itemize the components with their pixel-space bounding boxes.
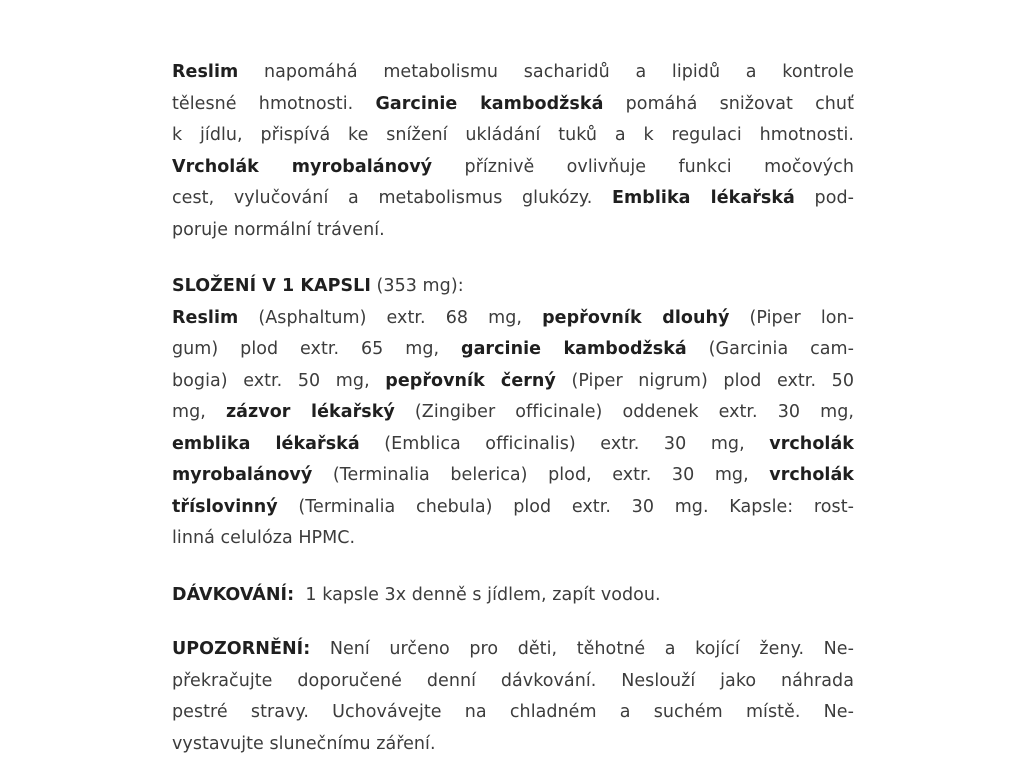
text-fragment: (Asphaltum) extr. 68 mg,: [238, 307, 543, 328]
text-line: [172, 120, 854, 152]
text-line: [172, 523, 854, 555]
text-line: [172, 89, 854, 121]
text-fragment: příznivě ovlivňuje funkci močových: [432, 156, 854, 177]
text-fragment: cest, vylučování a metabolismus glukózy.: [172, 188, 612, 208]
vrcholak-term: tříslovinný: [172, 496, 278, 517]
text-fragment: pomáhá snižovat chuť: [603, 93, 854, 114]
vrcholak-term: Vrcholák myrobalánový: [172, 156, 433, 177]
text-line: [172, 729, 854, 761]
text-fragment: (Garcinia cam-: [686, 339, 855, 359]
dosage-heading: DÁVKOVÁNÍ:: [172, 584, 295, 605]
composition-heading: SLOŽENÍ V 1 KAPSLI: [172, 276, 371, 296]
text-fragment: (Piper nigrum) plod extr. 50: [555, 370, 854, 391]
text-line: [172, 634, 854, 666]
text-fragment: (Emblica officinalis) extr. 30 mg,: [359, 433, 770, 454]
text-line: [172, 303, 854, 335]
text-fragment: (Zingiber officinale) oddenek extr. 30 mg,: [394, 402, 855, 422]
vrcholak-term: vrcholák: [769, 465, 854, 485]
text-line: [172, 215, 854, 247]
text-fragment: překračujte doporučené denní dávkování. Neslouží jako náhrada: [172, 670, 854, 691]
text-line: [172, 152, 854, 184]
capsule-weight: (353 mg):: [370, 276, 464, 296]
text-fragment: k jídlu, přispívá ke snížení ukládání tuků a k regulaci hmotnosti.: [172, 125, 854, 145]
text-fragment: (Piper lon-: [729, 307, 854, 328]
text-line: [172, 697, 854, 729]
text-line: [172, 429, 854, 461]
text-line: [172, 366, 854, 398]
text-fragment: gum) plod extr. 65 mg,: [172, 339, 461, 359]
text-line: [172, 492, 854, 524]
reslim-term: Reslim: [172, 307, 239, 328]
emblika-term: emblika lékařská: [172, 433, 360, 454]
composition-paragraph: [172, 271, 854, 555]
text-line: [172, 334, 854, 366]
dosage-paragraph: [172, 580, 854, 612]
text-fragment: tělesné hmotnosti.: [172, 93, 376, 114]
text-line: [172, 460, 854, 492]
paragraph-spacer: [172, 246, 854, 271]
text-line: [172, 57, 854, 89]
intro-paragraph: [172, 57, 854, 246]
text-fragment: linná celulóza HPMC.: [172, 528, 356, 548]
paragraph-spacer: [172, 555, 854, 580]
reslim-term: Reslim: [172, 62, 239, 82]
warning-heading: UPOZORNĚNÍ:: [172, 639, 311, 659]
text-line: [172, 580, 854, 612]
text-fragment: bogia) extr. 50 mg,: [172, 370, 386, 391]
text-fragment: pod-: [794, 188, 854, 208]
text-line: [172, 271, 854, 303]
dosage-text: 1 kapsle 3x denně s jídlem, zapít vodou.: [294, 584, 661, 605]
pepr-cerny-term: pepřovník černý: [385, 370, 556, 391]
text-fragment: (Terminalia belerica) plod, extr. 30 mg,: [312, 465, 770, 485]
garcinie-term: Garcinie kambodžská: [375, 93, 604, 114]
vrcholak-term: vrcholák: [769, 433, 854, 454]
text-fragment: (Terminalia chebula) plod extr. 30 mg. Kapsle: rost-: [277, 496, 854, 517]
text-fragment: mg,: [172, 402, 226, 422]
text-fragment: poruje normální trávení.: [172, 219, 385, 240]
text-fragment: napomáhá metabolismu sacharidů a lipidů a kontrole: [238, 62, 854, 82]
text-fragment: pestré stravy. Uchovávejte na chladném a suchém místě. Ne-: [172, 702, 854, 722]
text-fragment: Není určeno pro děti, těhotné a kojící ženy. Ne-: [310, 639, 854, 659]
text-line: [172, 666, 854, 698]
emblika-term: Emblika lékařská: [611, 188, 795, 208]
vrcholak-term: myrobalánový: [172, 465, 313, 485]
text-line: [172, 397, 854, 429]
paragraph-spacer: [172, 611, 854, 634]
product-description-document: [172, 57, 854, 760]
zazvor-term: zázvor lékařský: [225, 402, 395, 422]
warning-paragraph: [172, 634, 854, 760]
pepr-dlouhy-term: pepřovník dlouhý: [542, 307, 730, 328]
text-fragment: vystavujte slunečnímu záření.: [172, 733, 436, 754]
text-line: [172, 183, 854, 215]
garcinie-term: garcinie kambodžská: [461, 339, 687, 359]
